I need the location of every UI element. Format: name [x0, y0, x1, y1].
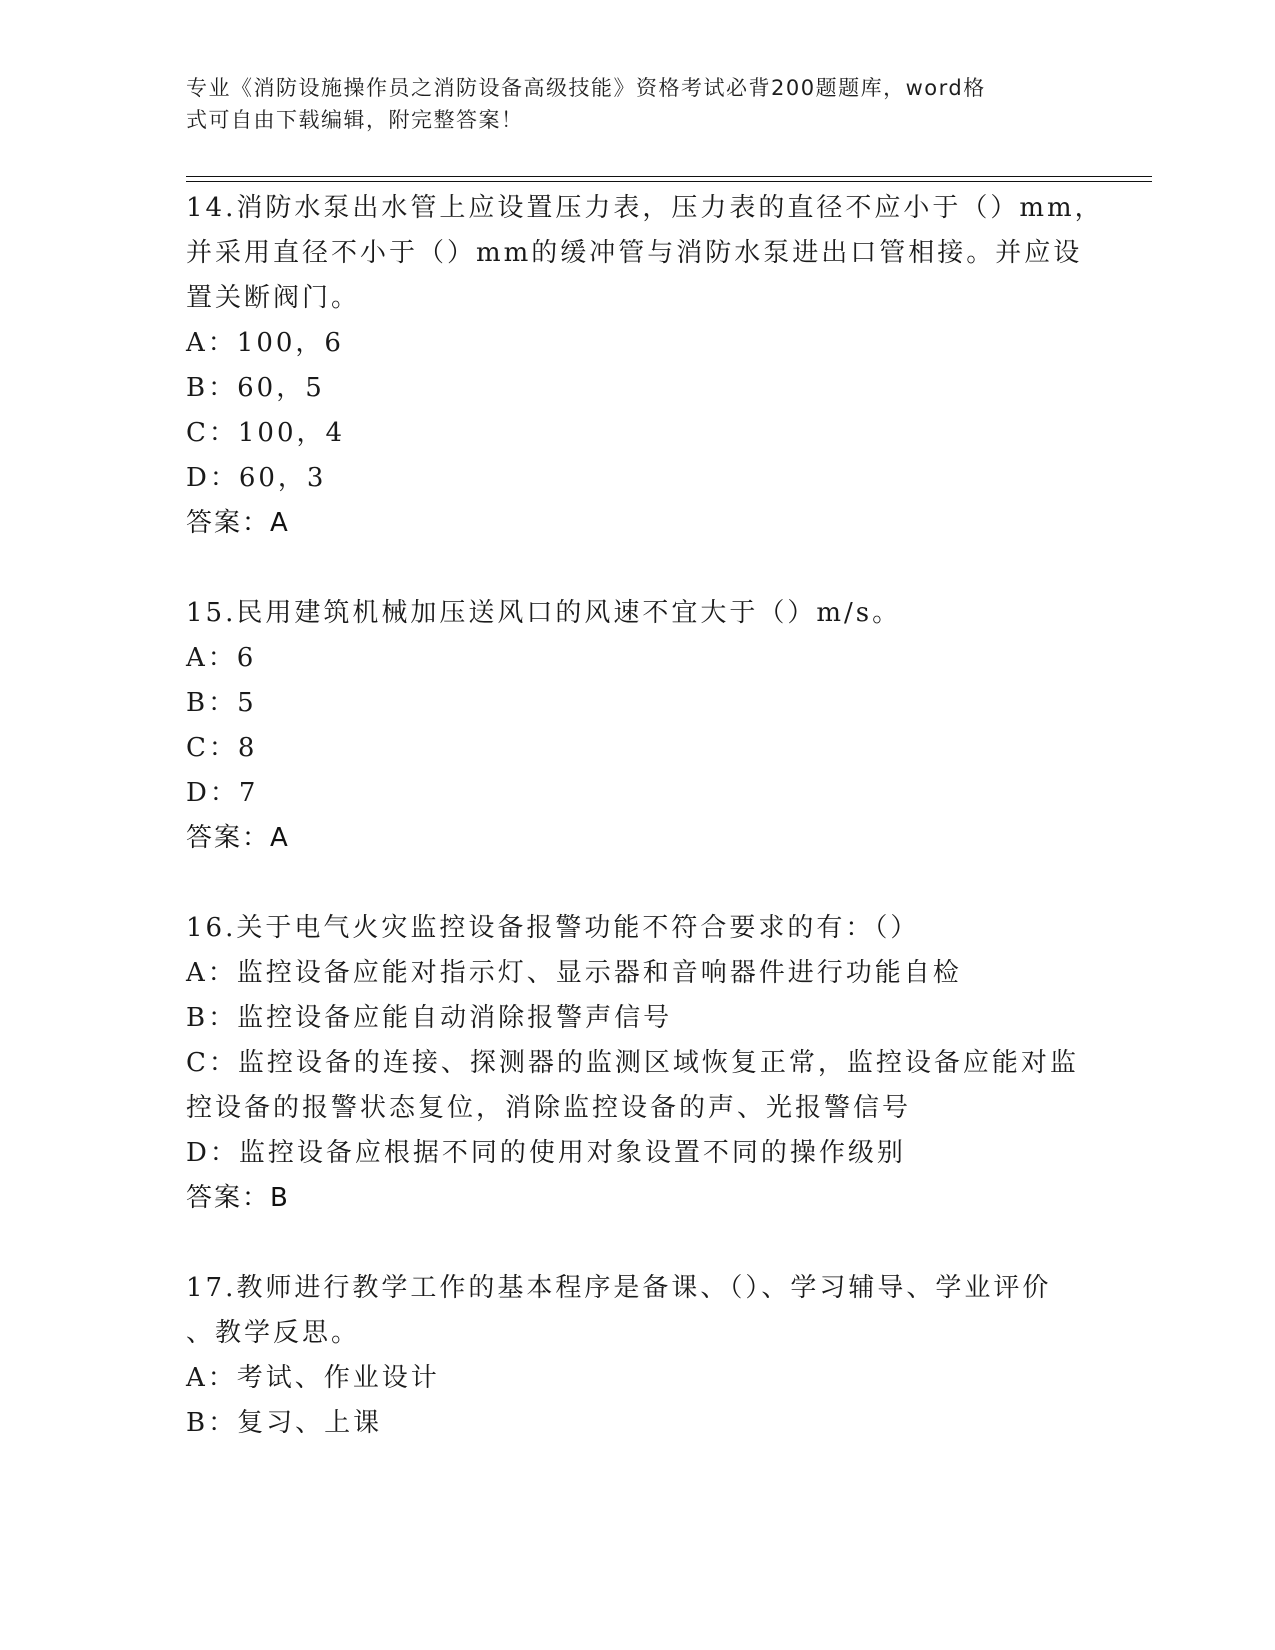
option-d: D：7	[186, 778, 259, 808]
option-c: C：8	[186, 733, 258, 763]
question-stem-line: 并采用直径不小于（）mm的缓冲管与消防水泵进出口管相接。并应设	[186, 238, 1083, 268]
option-a: A：考试、作业设计	[186, 1363, 440, 1393]
question-stem-line: 17.教师进行教学工作的基本程序是备课、（）、学习辅导、学业评价	[186, 1273, 1052, 1303]
header-line: 专业《消防设施操作员之消防设备高级技能》资格考试必背200题题库，word格	[186, 76, 986, 100]
question-15	[186, 591, 1086, 861]
question-stem-line: 16.关于电气火灾监控设备报警功能不符合要求的有：（）	[186, 913, 920, 943]
question-stem-line: 14.消防水泵出水管上应设置压力表，压力表的直径不应小于（）mm，	[186, 193, 1104, 223]
option-c: C：监控设备的连接、探测器的监测区域恢复正常，监控设备应能对监	[186, 1048, 1079, 1078]
option-d: D：监控设备应根据不同的使用对象设置不同的操作级别	[186, 1138, 906, 1168]
question-14	[186, 186, 1104, 546]
option-b: B：60，5	[186, 373, 325, 403]
option-d: D：60，3	[186, 463, 327, 493]
question-stem-line: 置关断阀门。	[186, 283, 361, 313]
question-list	[186, 186, 1104, 1446]
option-a: A：6	[186, 643, 257, 673]
option-a: A：100，6	[186, 328, 344, 358]
option-b: B：复习、上课	[186, 1408, 383, 1438]
option-c: C：100，4	[186, 418, 346, 448]
option-c-continued: 控设备的报警状态复位，消除监控设备的声、光报警信号	[186, 1093, 912, 1123]
question-17	[186, 1266, 1086, 1446]
document-header	[186, 72, 1066, 136]
option-a: A：监控设备应能对指示灯、显示器和音响器件进行功能自检	[186, 958, 962, 988]
question-stem-line: 、教学反思。	[186, 1318, 361, 1348]
answer-label: 答案：A	[186, 823, 290, 853]
answer-label: 答案：B	[186, 1183, 290, 1213]
question-stem-line: 15.民用建筑机械加压送风口的风速不宜大于（）m/s。	[186, 598, 902, 628]
question-16	[186, 906, 1086, 1221]
header-divider-top	[186, 176, 1152, 177]
option-b: B：5	[186, 688, 257, 718]
answer-label: 答案：A	[186, 508, 290, 538]
header-line: 式可自由下载编辑，附完整答案！	[186, 108, 524, 132]
option-b: B：监控设备应能自动消除报警声信号	[186, 1003, 673, 1033]
header-divider-bottom	[186, 181, 1152, 182]
